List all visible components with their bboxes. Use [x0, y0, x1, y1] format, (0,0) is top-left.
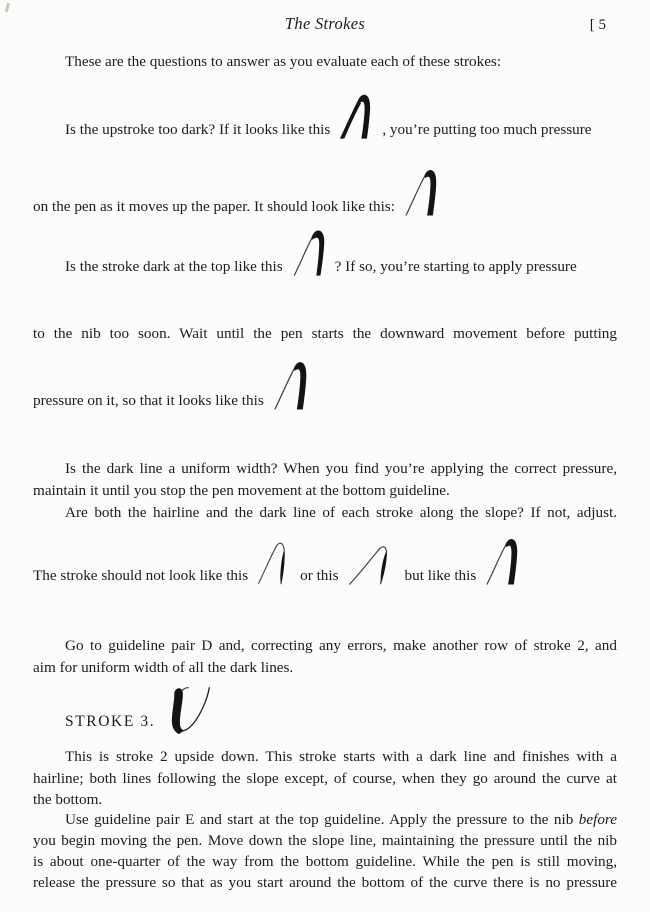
stroke3-heading-line	[65, 712, 213, 732]
page-number: [ 5	[589, 17, 606, 33]
correct-arch-stroke-icon	[403, 210, 439, 211]
overdark-arch-stroke-icon	[338, 133, 374, 134]
q3-text-b: maintain it until you stop the pen movement at the bottom guideline.	[33, 482, 450, 499]
darktop-answer-line2	[33, 391, 316, 411]
question-darktop-line	[65, 257, 577, 277]
q3-text-c: Are both the hairline and the dark line of each stroke along the slope? If not, adjust.	[65, 504, 617, 521]
s3-text-e: you begin moving the pen. Move down the slope line, maintaining the pressure until the nib	[33, 832, 617, 849]
q3-text-a: Is the dark line a uniform width? When you find you’re applying the correct pressure,	[65, 460, 617, 477]
intro-text: These are the questions to answer as you evaluate each of these strokes:	[65, 53, 502, 70]
s3-text-b: hairline; both lines following the slope except, of course, when they go around the curve at	[33, 770, 617, 787]
tapered-arch-stroke-icon	[256, 579, 292, 580]
scan-artifact	[5, 3, 10, 12]
s3-text-g: release the pressure so that as you start around the bottom of the curve there is no pressure	[33, 874, 617, 891]
stroke3-para1-line1	[33, 747, 617, 767]
uniform-width-line1	[33, 459, 617, 479]
q2-text-a: Is the stroke dark at the top like this	[65, 258, 283, 275]
correct-arch-stroke-icon	[484, 579, 520, 580]
dark-top-arch-stroke-icon	[291, 270, 327, 271]
stroke3-para2-line4	[33, 873, 617, 893]
q1-text-a: Is the upstroke too dark? If it looks like this	[65, 121, 331, 138]
cmp-text-b: or this	[300, 567, 339, 584]
s3-text-c: the bottom.	[33, 791, 103, 808]
s3-text-a: This is stroke 2 upside down. This stroke starts with a dark line and finishes with a	[65, 748, 617, 765]
stroke3-para2-line1	[33, 810, 617, 830]
question-upstroke-line	[65, 120, 592, 140]
q2-text-c: to the nib too soon. Wait until the pen starts the downward movement before putting	[33, 325, 617, 342]
stroke3-para1-line3	[33, 790, 102, 810]
darktop-answer-line1	[33, 324, 617, 344]
stroke3-u-stroke-icon	[161, 725, 213, 726]
q2-text-d: pressure on it, so that it looks like this	[33, 392, 264, 409]
correct-arch-stroke-icon	[272, 404, 308, 405]
uniform-width-line2	[33, 481, 450, 501]
stroke3-para2-line3	[33, 852, 617, 872]
running-head: The Strokes	[284, 14, 366, 33]
before-italic: before	[578, 811, 618, 828]
stroke3-heading: STROKE 3.	[65, 713, 156, 730]
upstroke-answer-line	[33, 197, 447, 217]
q2-text-b: ? If so, you’re starting to apply pressure	[334, 258, 577, 275]
q1-text-c: on the pen as it moves up the paper. It should look like this:	[33, 198, 395, 215]
go-text-2: aim for uniform width of all the dark lines.	[33, 659, 294, 676]
cmp-text-c: but like this	[404, 567, 477, 584]
s3-text-f: is about one-quarter of the way from the bottom guideline. While the pen is still moving,	[33, 853, 617, 870]
off-slope-arch-stroke-icon	[347, 579, 397, 580]
intro-line	[65, 52, 501, 72]
s3-text-d: Use guideline pair E and start at the top guideline. Apply the pressure to the nib	[65, 811, 574, 828]
stroke3-para2-line2	[33, 831, 617, 851]
comparison-line	[33, 566, 528, 586]
go-text-1: Go to guideline pair D and, correcting any errors, make another row of stroke 2, and	[65, 637, 617, 654]
q1-text-b: , you’re putting too much pressure	[382, 121, 592, 138]
stroke3-para1-line2	[33, 769, 617, 789]
cmp-text-a: The stroke should not look like this	[33, 567, 249, 584]
guideline-d-line1	[33, 636, 617, 656]
guideline-d-line2	[33, 658, 293, 678]
slope-question-line	[33, 503, 617, 523]
